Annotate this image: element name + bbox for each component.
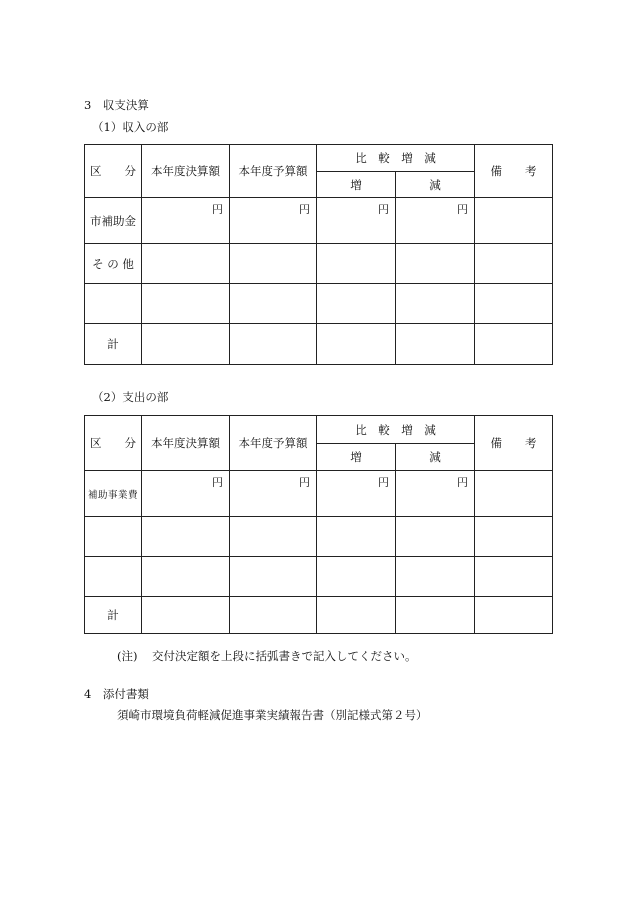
note-text: 交付決定額を上段に括弧書きで記入してください。	[152, 649, 417, 663]
row-label: 市補助金	[85, 198, 142, 244]
attachment-item: 須崎市環境負荷軽減促進事業実績報告書（別記様式第２号）	[117, 708, 428, 722]
yen-unit: 円	[299, 203, 310, 216]
yen-unit: 円	[299, 476, 310, 489]
header-comparison: 比 較 増 減	[317, 145, 475, 172]
income-subheading: （1）収入の部	[92, 120, 169, 134]
header-decrease: 減	[396, 444, 475, 471]
section-4-heading: 4 添付書類	[84, 687, 149, 701]
table-row	[85, 244, 553, 284]
yen-unit: 円	[212, 203, 223, 216]
table-row	[85, 597, 553, 634]
row-label	[85, 557, 142, 597]
header-remarks: 備 考	[475, 416, 553, 471]
row-label: そ の 他	[85, 244, 142, 284]
yen-unit: 円	[457, 476, 468, 489]
header-increase: 増	[317, 444, 396, 471]
header-comparison: 比 較 増 減	[317, 416, 475, 444]
header-category: 区 分	[85, 416, 142, 471]
table-row	[85, 557, 553, 597]
table-row	[85, 198, 553, 244]
expense-subheading: （2）支出の部	[92, 390, 169, 404]
yen-unit: 円	[212, 476, 223, 489]
yen-unit: 円	[457, 203, 468, 216]
note-marker: (注)	[117, 649, 138, 663]
yen-unit: 円	[378, 476, 389, 489]
header-settlement: 本年度決算額	[142, 145, 230, 198]
income-table	[84, 144, 553, 365]
table-row	[85, 284, 553, 324]
row-label: 計	[85, 597, 142, 634]
table-row	[85, 517, 553, 557]
table-row	[85, 471, 553, 517]
expense-table	[84, 415, 553, 634]
header-budget: 本年度予算額	[230, 145, 317, 198]
table-row	[85, 324, 553, 365]
header-increase: 増	[317, 172, 396, 198]
section-3-heading: 3 収支決算	[84, 98, 149, 112]
header-remarks: 備 考	[475, 145, 553, 198]
yen-unit: 円	[378, 203, 389, 216]
header-settlement: 本年度決算額	[142, 416, 230, 471]
header-decrease: 減	[396, 172, 475, 198]
header-budget: 本年度予算額	[230, 416, 317, 471]
row-label: 計	[85, 324, 142, 365]
row-label	[85, 284, 142, 324]
row-label	[85, 517, 142, 557]
row-label: 補助事業費	[85, 471, 142, 517]
header-category: 区 分	[85, 145, 142, 198]
